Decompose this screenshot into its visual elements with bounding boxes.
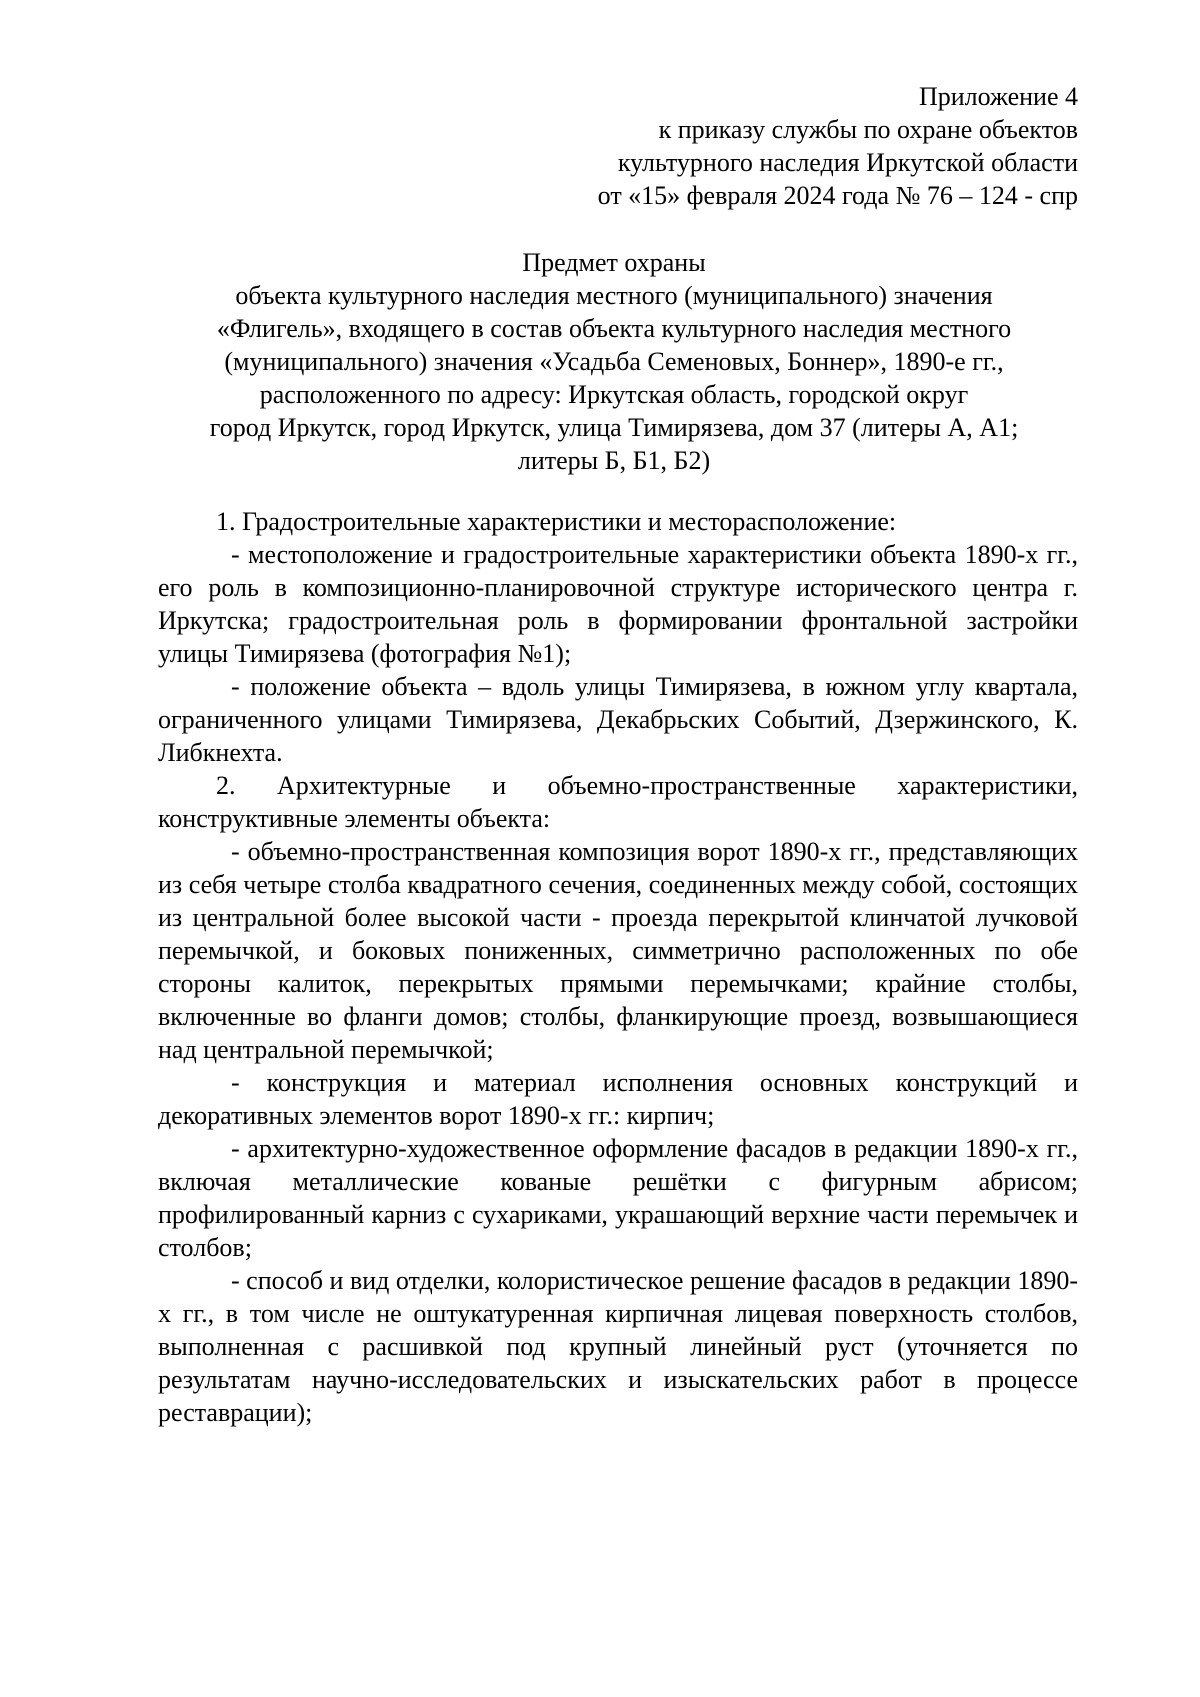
list-item: - местоположение и градостроительные характеристики объекта 1890-х гг., его роль в композиционно-планировочной структуре исторического центра г. Иркутска; градостроительная роль в формировании фронтальной застройки улицы Тимирязева (фотография №1); [158,540,1078,668]
list-item: - объемно-пространственная композиция ворот 1890-х гг., представляющих из себя четыре столба квадратного сечения, соединенных между собой, состоящих из центральной более высокой части - проезда перекрытой клинчатой лучковой перемычкой, и боковых пониженных, симметрично расположенных по обе стороны калиток, перекрытых прямыми перемычками; крайние столбы, включенные во фланги домов; столбы, фланкирующие проезд, возвышающиеся над центральной перемычкой; [158,837,1078,1064]
approval-line: к приказу службы по охране объектов [658,115,1078,144]
approval-line: культурного наследия Иркутской области [617,148,1078,177]
object-description: объекта культурного наследия местного (муниципального) значения «Флигель», входящего в состав объекта культурного наследия местного (муниципального) значения «Усадьба Семеновых, Боннер», 1890-е гг., расположенного по адресу: Иркутская область, городской округ город Иркутск, город Иркутск, улица Тимирязева, дом 37 (литеры А, А1; литеры Б, Б1, Б2) [209,281,1019,475]
list-item: - способ и вид отделки, колористическое решение фасадов в редакции 1890-х гг., в том числе не оштукатуренная кирпичная лицевая поверхность столбов, выполненная с расшивкой под крупный линейный руст (уточняется по результатам научно-исследовательских и изыскательских работ в процессе реставрации); [158,1266,1079,1427]
subject-block [150,246,1078,477]
section-heading: 1. Градостроительные характеристики и месторасположение: [216,507,897,536]
approval-line: Приложение 4 [918,82,1078,111]
document-title: Предмет охраны [522,248,706,277]
list-item: - положение объекта – вдоль улицы Тимирязева, в южном углу квартала, ограниченного улицами Тимирязева, Декабрьских Событий, Дзержинского, К. Либкнехта. [158,672,1078,767]
approval-line: от «15» февраля 2024 года № 76 – 124 - спр [597,181,1078,210]
section-heading: 2. Архитектурные и объемно-пространственные характеристики, конструктивные элементы объекта: [158,771,1078,833]
list-item: - конструкция и материал исполнения основных конструкций и декоративных элементов ворот 1890-х гг.: кирпич; [158,1068,1078,1130]
approval-block [598,80,1078,212]
list-item: - архитектурно-художественное оформление фасадов в редакции 1890-х гг., включая металлические кованые решётки с фигурным абрисом; профилированный карниз с сухариками, украшающий верхние части перемычек и столбов; [158,1134,1078,1262]
document-body [158,505,1078,1429]
